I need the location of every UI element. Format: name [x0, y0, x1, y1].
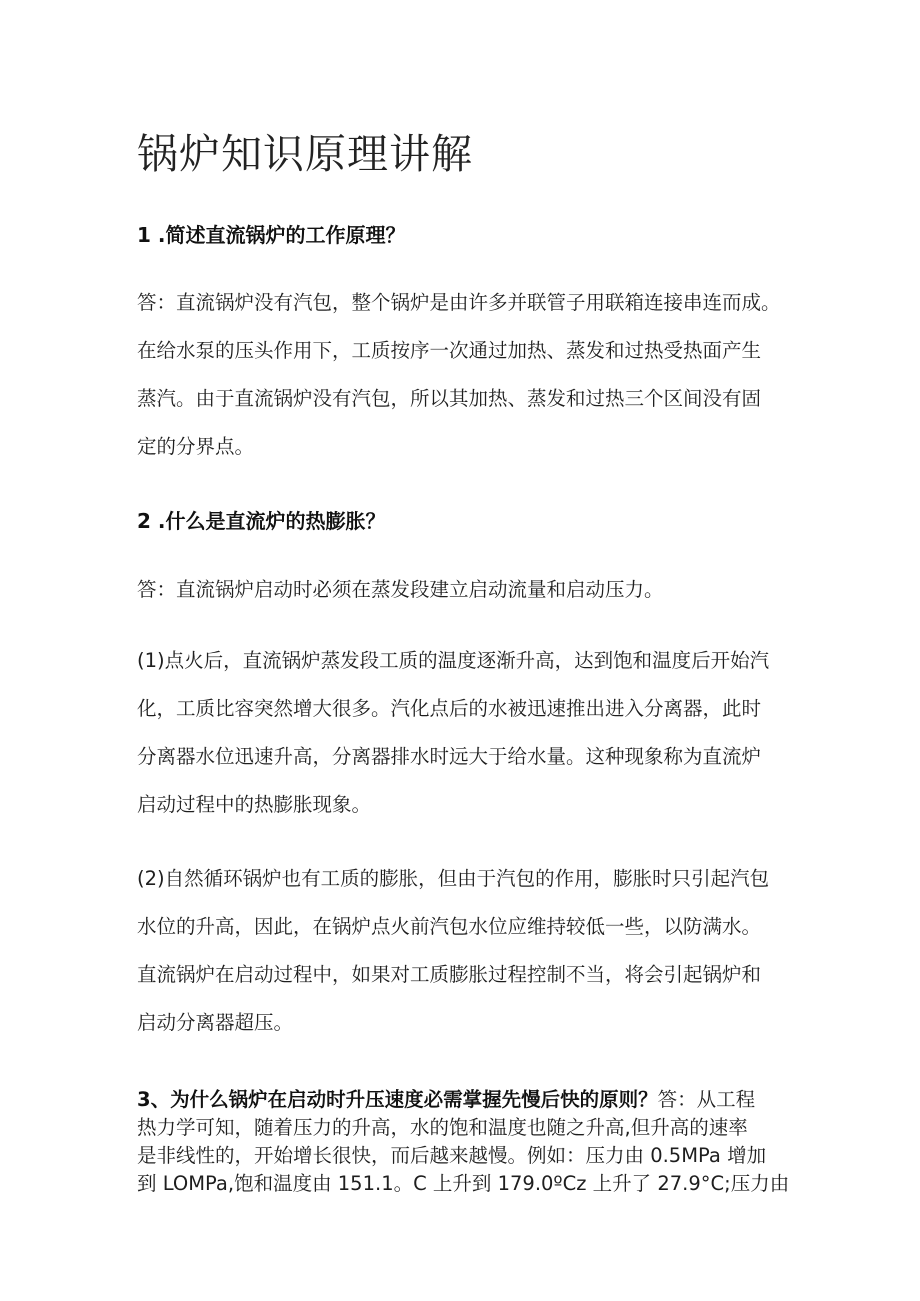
point-2-line: 直流锅炉在启动过程中，如果对工质膨胀过程控制不当，将会引起锅炉和	[137, 963, 762, 986]
question-2-intro-line: 答：直流锅炉启动时必须在蒸发段建立启动流量和启动压力。	[137, 578, 664, 601]
question-2-answer-intro	[137, 566, 807, 614]
question-1-heading: 1 .简述直流锅炉的工作原理？	[137, 223, 406, 247]
question-2-heading: 2 .什么是直流炉的热膨胀？	[137, 509, 386, 533]
question-3-answer-start: 答：从工程	[657, 1088, 756, 1111]
question-3-heading: 3、为什么锅炉在启动时升压速度必需掌握先慢后快的原则？	[137, 1088, 658, 1111]
question-3-answer-line: 到 LOMPa,饱和温度由 151.1。C 上升到 179.0ºCz 上升了 27.9°C;压力由	[137, 1172, 790, 1195]
question-3-first-line	[137, 1086, 797, 1114]
point-1-line: 分离器水位迅速升高，分离器排水时远大于给水量。这种现象称为直流炉	[137, 745, 762, 768]
question-1-answer-line: 蒸汽。由于直流锅炉没有汽包，所以其加热、蒸发和过热三个区间没有固	[137, 387, 762, 410]
question-3-answer-line: 热力学可知，随着压力的升高，水的饱和温度也随之升高,但升高的速率	[137, 1116, 748, 1139]
question-2-point-2	[137, 855, 807, 1047]
point-1-line: (1)点火后，直流锅炉蒸发段工质的温度逐渐升高，达到饱和温度后开始汽	[137, 649, 770, 672]
point-2-line: 启动分离器超压。	[137, 1011, 294, 1034]
question-3-answer-line: 是非线性的，开始增长很快，而后越来越慢。例如：压力由 0.5MPa 增加	[137, 1144, 767, 1167]
point-1-line: 启动过程中的热膨胀现象。	[137, 793, 372, 816]
point-2-line: 水位的升高，因此，在锅炉点火前汽包水位应维持较低一些，以防满水。	[137, 915, 762, 938]
question-1-answer-line: 定的分界点。	[137, 435, 255, 458]
point-2-line: (2)自然循环锅炉也有工质的膨胀，但由于汽包的作用，膨胀时只引起汽包	[137, 867, 770, 890]
question-1-answer	[137, 279, 807, 471]
question-3	[137, 1086, 797, 1198]
document-title: 锅炉知识原理讲解	[137, 130, 473, 178]
point-1-line: 化，工质比容突然增大很多。汽化点后的水被迅速推出进入分离器，此时	[137, 697, 762, 720]
question-2-point-1	[137, 637, 807, 829]
question-1-answer-line: 答：直流锅炉没有汽包，整个锅炉是由许多并联管子用联箱连接串连而成。	[137, 291, 781, 314]
question-1-answer-line: 在给水泵的压头作用下，工质按序一次通过加热、蒸发和过热受热面产生	[137, 339, 762, 362]
